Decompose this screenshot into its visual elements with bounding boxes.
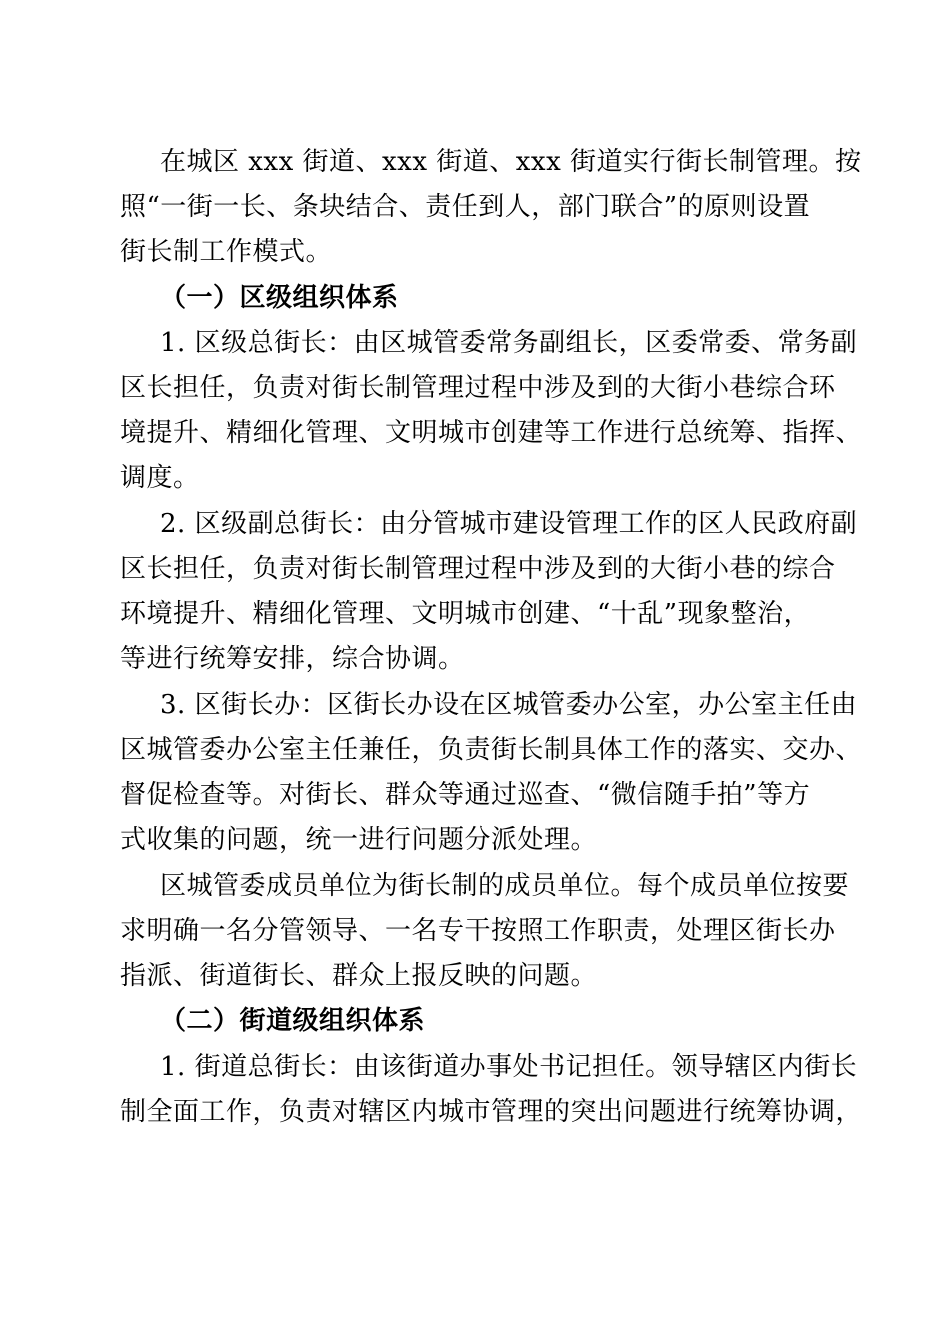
member-units-line-1: 区城管委成员单位为街长制的成员单位。每个成员单位按要 <box>160 871 850 901</box>
item-3-line-4: 式收集的问题，统一进行问题分派处理。 <box>120 825 598 855</box>
item-1-line-2: 区长担任，负责对街长制管理过程中涉及到的大街小巷综合环 <box>120 373 836 403</box>
item-2-line-3: 环境提升、精细化管理、文明城市创建、“十乱”现象整治， <box>120 599 811 629</box>
section-heading-district: （一）区级组织体系 <box>160 283 399 313</box>
item-1-line-3: 境提升、精细化管理、文明城市创建等工作进行总统筹、指挥、 <box>120 418 863 448</box>
item-3-line-3: 督促检查等。对街长、群众等通过巡查、“微信随手拍”等方 <box>120 780 811 810</box>
item-1-line-4: 调度。 <box>120 463 200 493</box>
item-3-line-2: 区城管委办公室主任兼任，负责街长制具体工作的落实、交办、 <box>120 735 863 765</box>
item-2-line-2: 区长担任，负责对街长制管理过程中涉及到的大街小巷的综合 <box>120 554 836 584</box>
item-1-line-1: 1. 区级总街长：由区城管委常务副组长，区委常委、常务副 <box>160 328 858 358</box>
item-3-line-1: 3. 区街长办：区街长办设在区城管委办公室，办公室主任由 <box>160 690 858 720</box>
member-units-line-2: 求明确一名分管领导、一名专干按照工作职责，处理区街长办 <box>120 916 836 946</box>
member-units-line-3: 指派、街道街长、群众上报反映的问题。 <box>120 961 598 991</box>
paragraph-intro-line-2: 照“一街一长、条块结合、责任到人，部门联合”的原则设置 <box>120 192 811 222</box>
paragraph-intro-line-1: 在城区 xxx 街道、xxx 街道、xxx 街道实行街长制管理。按 <box>160 147 862 177</box>
section-heading-street: （二）街道级组织体系 <box>160 1006 426 1036</box>
item-2-line-1: 2. 区级副总街长：由分管城市建设管理工作的区人民政府副 <box>160 509 858 539</box>
paragraph-intro-line-3: 街长制工作模式。 <box>120 237 333 267</box>
street-item-1-line-1: 1. 街道总街长：由该街道办事处书记担任。领导辖区内街长 <box>160 1052 858 1082</box>
item-2-line-4: 等进行统筹安排，综合协调。 <box>120 644 465 674</box>
street-item-1-line-2: 制全面工作，负责对辖区内城市管理的突出问题进行统筹协调， <box>120 1097 863 1127</box>
